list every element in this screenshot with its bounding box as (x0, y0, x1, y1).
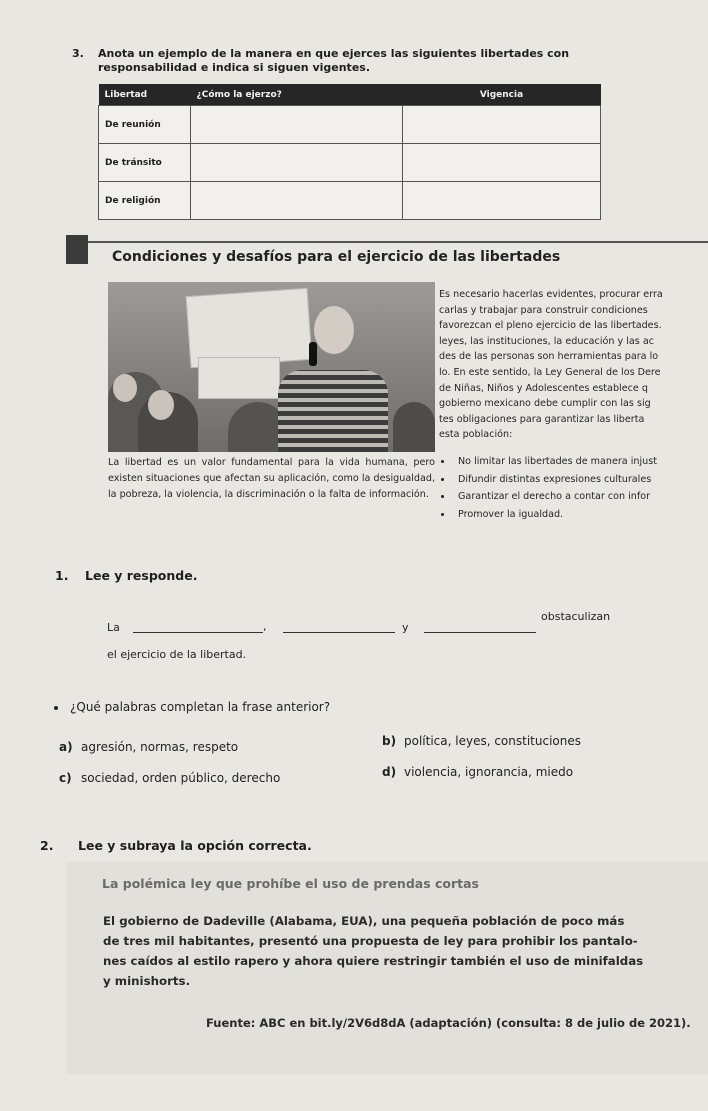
article-line[interactable]: y minishorts. (103, 974, 191, 988)
blank-2[interactable] (283, 631, 395, 633)
bullet-dot (54, 706, 58, 710)
article-line[interactable]: nes caídos al estilo rapero y ahora quiere restringir también el uso de minifaldas (103, 954, 644, 968)
table-row (99, 182, 601, 220)
exercise-number: 2. (40, 838, 54, 853)
caption-paragraph: La libertad es un valor fundamental para la vida humana, pero existen situaciones que afectan su aplicación, como la desigualdad, la pobreza, la violencia, la discriminación o la falta de información. (108, 457, 435, 500)
cell-validity-input[interactable] (403, 144, 601, 182)
cell-freedom: De tránsito (99, 144, 191, 182)
protest-photo (108, 282, 435, 452)
option-text: política, leyes, constituciones (404, 734, 581, 748)
question-text: ¿Qué palabras completan la frase anterior? (70, 700, 331, 714)
option-letter: c) (59, 771, 72, 785)
blank-3[interactable] (424, 631, 536, 633)
exercise-1-title (55, 568, 197, 583)
speaker-face (314, 306, 354, 354)
cell-validity-input[interactable] (403, 182, 601, 220)
fill-line-2: el ejercicio de la libertad. (107, 648, 247, 661)
microphone (309, 342, 317, 366)
exercise-2-title (40, 838, 312, 853)
cell-how-input[interactable] (191, 144, 403, 182)
exercise-heading: Lee y responde. (85, 568, 198, 583)
paragraph-line: favorezcan el pleno ejercicio de las libertades. (439, 320, 662, 332)
exercise-number: 1. (55, 568, 69, 583)
cell-validity-input[interactable] (403, 106, 601, 144)
header-vigencia: Vigencia (403, 84, 601, 106)
section-title: Condiciones y desafíos para el ejercicio de las libertades (112, 249, 561, 265)
option-letter: d) (382, 765, 397, 779)
paragraph-line: gobierno mexicano debe cumplir con las sig (439, 398, 651, 410)
cell-freedom: De religión (99, 182, 191, 220)
option-a[interactable] (59, 740, 238, 754)
header-libertad: Libertad (99, 84, 191, 106)
paragraph-line: carlas y trabajar para construir condiciones (439, 304, 648, 316)
protest-sign (198, 357, 280, 399)
paragraph-line: esta población: (439, 429, 513, 441)
list-item: Promover la igualdad. (435, 506, 708, 524)
cell-freedom: De reunión (99, 106, 191, 144)
paragraph-line: lo. En este sentido, la Ley General de los Dere (439, 366, 661, 378)
article-title: La polémica ley que prohíbe el uso de prendas cortas (102, 876, 480, 891)
list-item: Difundir distintas expresiones culturales (435, 471, 708, 489)
option-d[interactable] (382, 765, 573, 779)
header-como: ¿Cómo la ejerzo? (191, 84, 403, 106)
person-silhouette (393, 402, 435, 452)
option-text: sociedad, orden público, derecho (81, 771, 281, 785)
article-body (103, 911, 678, 991)
article-source: Fuente: ABC en bit.ly/2V6d8dA (adaptación) (consulta: 8 de julio de 2021). (206, 1016, 691, 1030)
question-line (54, 700, 330, 714)
paragraph-line: Es necesario hacerlas evidentes, procurar erra (439, 289, 663, 300)
section-rule (88, 241, 708, 243)
paragraph-line: tes obligaciones para garantizar las liberta (439, 413, 645, 425)
paragraph-line: leyes, las instituciones, la educación y las ac (439, 335, 654, 347)
article-line[interactable]: de tres mil habitantes, presentó una propuesta de ley para prohibir los pantalo- (103, 934, 638, 948)
table-header-row (99, 84, 601, 106)
cell-how-input[interactable] (191, 106, 403, 144)
fill-word-end: obstaculizan (541, 610, 611, 623)
option-text: violencia, ignorancia, miedo (404, 765, 574, 779)
fill-word-la: La (107, 621, 120, 634)
table-row (99, 106, 601, 144)
option-letter: b) (382, 734, 397, 748)
cell-how-input[interactable] (191, 182, 403, 220)
fill-word-y: y (402, 621, 409, 634)
fill-comma: , (263, 620, 267, 633)
option-text: agresión, normas, respeto (81, 740, 239, 754)
section-marker (66, 235, 88, 264)
activity-3-instruction (72, 47, 632, 75)
person-face (113, 374, 137, 402)
table-row (99, 144, 601, 182)
person-face (148, 390, 174, 420)
option-b[interactable] (382, 734, 581, 748)
freedoms-table (98, 84, 601, 220)
activity-text: Anota un ejemplo de la manera en que ejerces las siguientes libertades con responsabilidad e indica si siguen vigentes. (98, 47, 570, 74)
exercise-heading: Lee y subraya la opción correcta. (78, 838, 312, 853)
list-item: Garantizar el derecho a contar con infor (435, 488, 708, 506)
paragraph-line: de Niñas, Niños y Adolescentes establece q (439, 382, 648, 394)
speaker-sweater (278, 370, 388, 452)
option-letter: a) (59, 740, 73, 754)
paragraph-line: des de las personas son herramientas para lo (439, 351, 659, 363)
obligations-list (435, 453, 708, 523)
list-item: No limitar las libertades de manera injust (435, 453, 708, 471)
right-paragraph (439, 287, 708, 443)
option-c[interactable] (59, 771, 280, 785)
article-line[interactable]: El gobierno de Dadeville (Alabama, EUA), una pequeña población de poco más (103, 914, 625, 928)
activity-number: 3. (72, 47, 84, 60)
blank-1[interactable] (133, 631, 263, 633)
